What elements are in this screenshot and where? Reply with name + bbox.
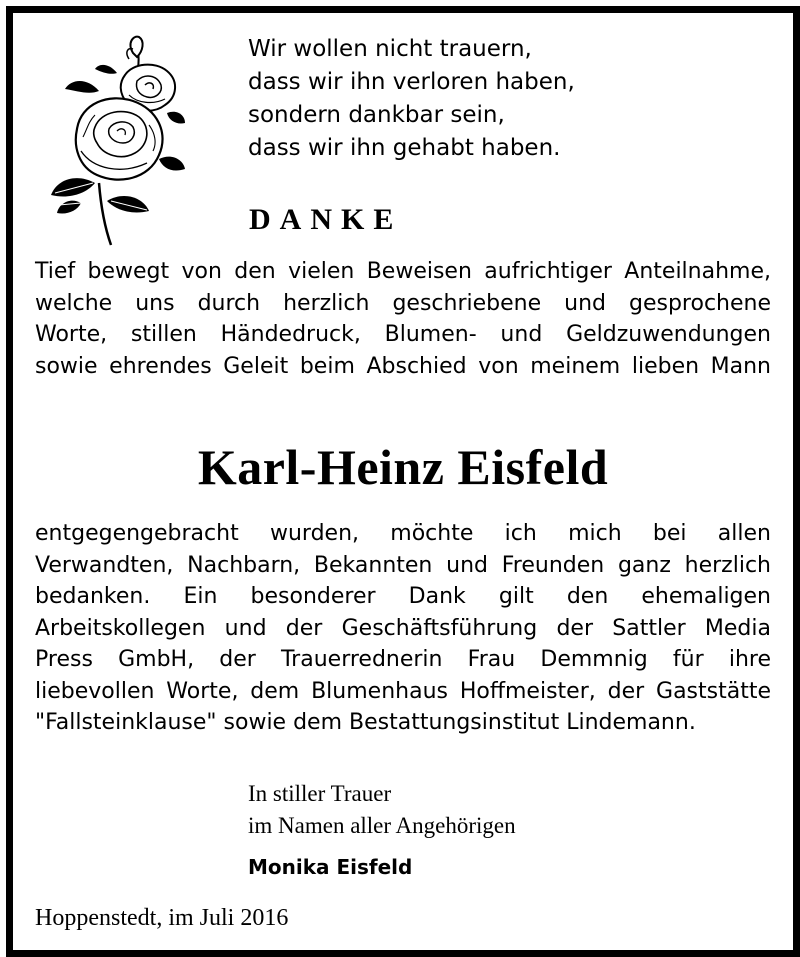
text-line: Press GmbH, der Trauerrednerin Frau Demmnig für ihre — [35, 647, 771, 672]
poem-line: Wir wollen nicht trauern, — [248, 36, 532, 62]
text-line: Arbeitskollegen und der Geschäftsführung der Sattler Media — [35, 615, 771, 641]
text-line: Tief bewegt von den vielen Beweisen aufrichtiger Anteilnahme, — [35, 259, 771, 284]
text-line: welche uns durch herzlich geschriebene und gesprochene — [35, 290, 771, 316]
heading-danke: DANKE — [249, 203, 403, 236]
closing-line: im Namen aller Angehörigen — [248, 813, 516, 838]
closing-line: In stiller Trauer — [248, 781, 392, 806]
text-line: Worte, stillen Händedruck, Blumen- und Geldzuwendungen — [35, 322, 771, 347]
intro-paragraph — [35, 256, 771, 382]
text-line: Verwandten, Nachbarn, Bekannten und Freunden ganz herzlich — [35, 552, 771, 578]
thanks-paragraph — [35, 518, 771, 739]
obituary-card — [6, 6, 800, 957]
poem-line: sondern dankbar sein, — [248, 102, 505, 128]
poem-line: dass wir ihn gehabt haben. — [248, 135, 561, 161]
deceased-name: Karl-Heinz Eisfeld — [197, 439, 609, 495]
closing — [248, 778, 516, 842]
poem-line: dass wir ihn verloren haben, — [248, 69, 575, 95]
poem — [248, 33, 575, 165]
rose-icon — [37, 33, 187, 247]
text-line: entgegengebracht wurden, möchte ich mich bei allen — [35, 521, 771, 546]
signer-name: Monika Eisfeld — [248, 855, 413, 879]
text-line: liebevollen Worte, dem Blumenhaus Hoffmeister, der Gaststätte — [35, 678, 771, 704]
text-line: sowie ehrendes Geleit beim Abschied von meinem lieben Mann — [35, 353, 771, 379]
text-line: bedanken. Ein besonderer Dank gilt den ehemaligen — [35, 584, 771, 609]
place-date: Hoppenstedt, im Juli 2016 — [35, 905, 289, 931]
text-line: "Fallsteinklause" sowie dem Bestattungsinstitut Lindemann. — [35, 710, 696, 735]
